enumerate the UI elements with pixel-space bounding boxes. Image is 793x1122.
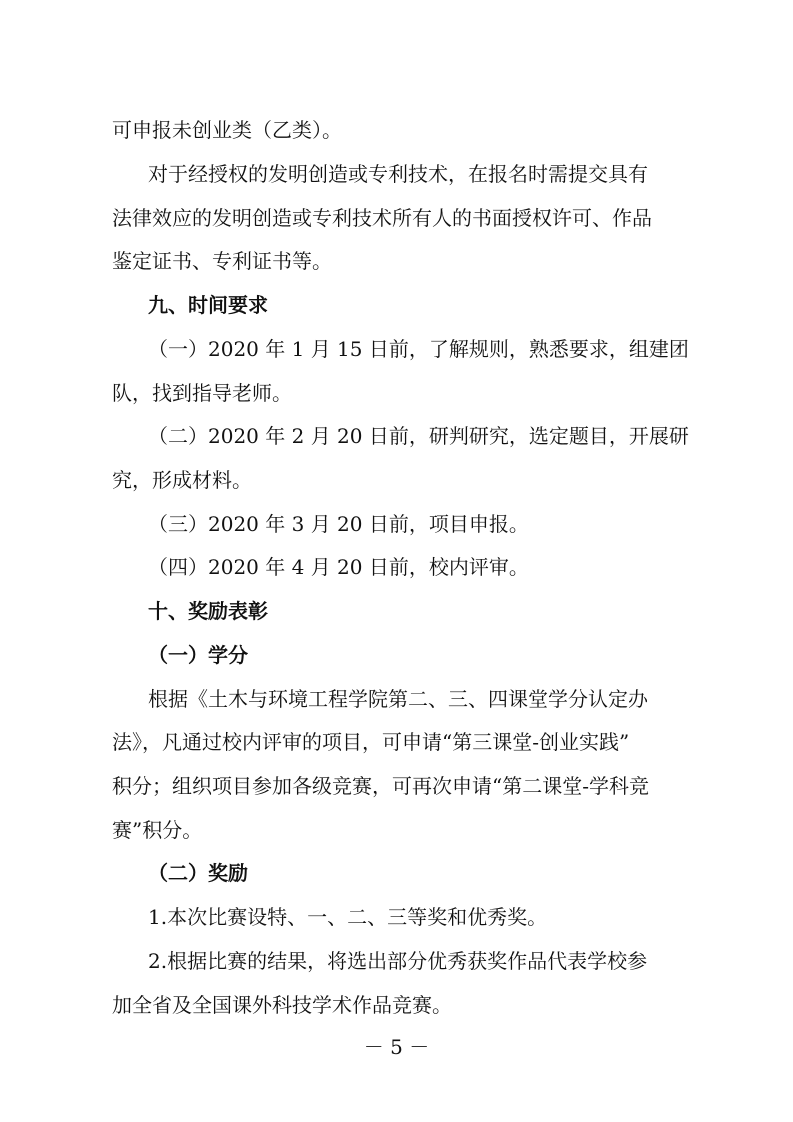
section-heading-10: 十、奖励表彰 — [148, 599, 268, 623]
paragraph-start: （二）2020 年 2 月 20 日前，研判研究，选定题目，开展研 — [148, 424, 689, 448]
text-line: 队，找到指导老师。 — [112, 381, 292, 405]
text-line: 积分；组织项目参加各级竞赛，可再次申请“第二课堂-学科竞 — [112, 774, 649, 798]
text-line: 赛”积分。 — [112, 818, 203, 842]
section-heading-9: 九、时间要求 — [148, 293, 268, 317]
paragraph-start: （四）2020 年 4 月 20 日前，校内评审。 — [148, 555, 529, 579]
paragraph-start: 2.根据比赛的结果，将选出部分优秀获奖作品代表学校参 — [148, 949, 648, 973]
text-line: 鉴定证书、专利证书等。 — [112, 249, 332, 273]
text-line: 法》，凡通过校内评审的项目，可申请“第三课堂-创业实践” — [112, 730, 630, 754]
text-line: 加全省及全国课外科技学术作品竞赛。 — [112, 993, 452, 1017]
text-line: 可申报未创业类（乙类）。 — [112, 118, 342, 142]
subsection-heading-awards: （二）奖励 — [148, 861, 248, 885]
paragraph-start: （三）2020 年 3 月 20 日前，项目申报。 — [148, 512, 529, 536]
text-line: 究，形成材料。 — [112, 468, 252, 492]
text-line: 法律效应的发明创造或专利技术所有人的书面授权许可、作品 — [112, 206, 652, 230]
subsection-heading-credits: （一）学分 — [148, 643, 248, 667]
paragraph-start: （一）2020 年 1 月 15 日前，了解规则，熟悉要求，组建团 — [148, 337, 689, 361]
paragraph-start: 1.本次比赛设特、一、二、三等奖和优秀奖。 — [148, 905, 548, 929]
paragraph-start: 对于经授权的发明创造或专利技术，在报名时需提交具有 — [148, 162, 648, 186]
page-number: － 5 － — [363, 1035, 430, 1059]
paragraph-start: 根据《土木与环境工程学院第二、三、四课堂学分认定办 — [148, 687, 648, 711]
